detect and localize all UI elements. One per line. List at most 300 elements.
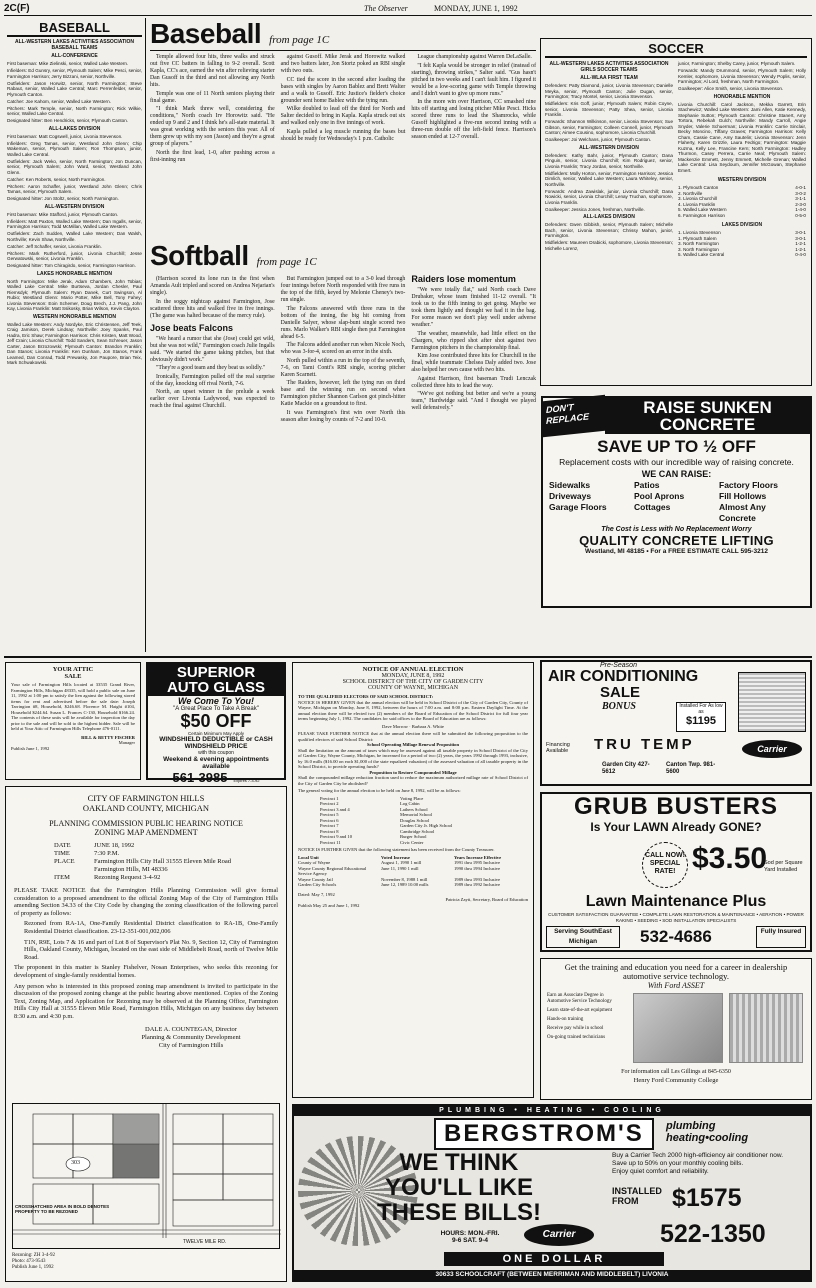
farm-title: PLANNING COMMISSION PUBLIC HEARING NOTICE: [49, 819, 243, 828]
ac-carrier-logo: Carrier: [742, 740, 802, 758]
standings-record: 1-2-1: [795, 241, 806, 246]
concrete-top2: REPLACE: [546, 411, 590, 426]
grub-lm: Lawn Maintenance Plus: [585, 893, 767, 910]
ac-unit-icon: [738, 672, 806, 732]
grub-title: GRUB BUSTERS: [573, 793, 778, 820]
baseball-section-item: Designated hitter: Tom Chiragirdo, senior, Farmington Harrison.: [7, 263, 136, 268]
softball-col-3: [411, 276, 536, 425]
baseball-section-item: First baseman: Mike Stafford, junior, Plymouth Canton.: [7, 211, 119, 217]
precinct-place: Log Cabin: [400, 801, 420, 806]
article-paragraph: North the first lead, 1-0, after pushing across a first-inning run: [150, 149, 275, 163]
farm-footer2: Photo: 473-9543: [12, 1259, 46, 1264]
concrete-save: SAVE UP TO ½ OFF: [597, 437, 756, 456]
baseball-section-head: ALL-CONFERENCE: [51, 53, 98, 59]
standings-record: 0-4-0: [795, 252, 806, 257]
concrete-brand-concrete: CONCRETE: [659, 415, 756, 434]
soccer-west-standings: [678, 185, 806, 218]
softball-col-1: [150, 276, 275, 425]
baseball-section-item: Pitchers: Aaron Schaffer, junior, Westland John Glenn; Chris Tamas, senior, Plymouth Salem.: [7, 183, 142, 194]
baseball-box-subtitle: ALL-WESTERN LAKES ACTIVITIES ASSOCIATION BASEBALL TEAMS: [15, 39, 134, 51]
zoning-map-svg: [13, 1104, 281, 1250]
concrete-sub: Replacement costs with our incredible way of raising concrete.: [559, 457, 794, 467]
precinct-place: Civic Center: [400, 839, 424, 845]
standings-team: 3. Livonia Churchill: [678, 196, 717, 201]
berg-inst: INSTALLED FROM: [612, 1186, 662, 1206]
soccer-section-item: Defenders: Patty Diamond, junior, Livonia Stevenson; Danielle Meyka, senior, Plymouth Canton; Julie Dugan, senior, Farmington; Tracy Montel, senior, Livonia Stevenson.: [545, 83, 673, 99]
concrete-brand-raise: RAISE: [643, 398, 696, 417]
baseball-section-item: Outfielders: Jason Horwitz, senior, North Farmington; Steve Rabaut, senior, Walled Lake Central; Marc Perrenfelder, senior, Plymouth Canton.: [7, 80, 142, 97]
soccer-box-subtitle: ALL-WESTERN LAKES ACTIVITIES ASSOCIATION GIRLS SOCCER TEAMS: [549, 61, 669, 73]
precinct-name: Precinct 7: [320, 823, 339, 828]
baseball-section-item: Infielders: Greg Tamas, senior, Westland John Glenn; Chip Wakeman, senior, Plymouth Salem; Ron Thompson, junior, Walled Lake Central.: [7, 140, 142, 157]
standings-team: 3. North Farmington: [678, 246, 719, 252]
article-paragraph: Wilke doubled to lead off the third for North and Salter decided to bring in Kapla. Kapla struck out six and walked only one in five innings of work.: [280, 106, 406, 126]
concrete-brand: [605, 398, 810, 434]
masthead: [4, 2, 812, 16]
concrete-item: Cottages: [634, 502, 671, 512]
farm-schedule-row: [54, 842, 278, 850]
ford-info: For information call Les Gillings at 845-6350: [621, 1069, 731, 1075]
ford-college: Henry Ford Community College: [633, 1077, 719, 1084]
ac-financing: Financing Available: [546, 742, 570, 754]
elec-prop-title: School Operating Millage Renewal Proposition: [366, 742, 460, 747]
berg-price: $1575: [672, 1184, 742, 1212]
baseball-section-item: First baseman: Mike Zielinski, senior, Walled Lake Western.: [7, 61, 129, 66]
precinct-name: Precinct 1: [320, 795, 339, 801]
baseball-section-head: LAKES HONORABLE MENTION: [37, 270, 112, 277]
standings-team: 4. Livonia Franklin: [678, 201, 716, 207]
article-paragraph: Kapla pulled a leg muscle running the bases but should be ready for Wednesday's 1 p.m. Catholic: [280, 128, 406, 142]
ac-garden-city: Garden City 427-5612: [602, 762, 650, 775]
standings-team: 1. Livonia Stevenson: [678, 230, 721, 235]
standings-record: 4-0-1: [795, 185, 806, 190]
soccer-box: [540, 38, 812, 386]
concrete-ad: [541, 396, 812, 608]
farm-schedule-label: DATE: [54, 842, 71, 849]
berg-addr: 30633 SCHOOLCRAFT (BETWEEN MERRIMAN AND MIDDLEBELT) LIVONIA: [294, 1270, 810, 1280]
elec-date: MONDAY, JUNE 8, 1992: [381, 673, 445, 679]
precinct-place: Douglas School: [400, 817, 430, 823]
ford-car-image: [633, 993, 723, 1063]
baseball-section-item: Designated hitter: Jon Stoltz, senior, North Farmington.: [7, 196, 119, 201]
article-paragraph: "I felt Kapla would be stronger in relief (instead of starting), throwing strikes," Salter said. "Gus hasn't pitched in two weeks and I can't fault him. I figured it would be a low-scoring game with Temple throwing and I didn't want to give up more runs.": [411, 62, 537, 97]
article-paragraph: Ironically, Farmington pulled off the real surprise of the day, knocking off rival North, 7-6.: [150, 373, 275, 387]
standings-team: 5. Walled Lake Western: [678, 207, 727, 212]
ac-bonus: BONUS: [602, 701, 636, 712]
baseball-section-item: Catcher: Jeff Schaffer, senior, Livonia Franklin.: [7, 243, 102, 249]
soccer-left-sections: [545, 75, 673, 251]
baseball-col-3: [411, 54, 536, 165]
baseball-section-item: Designated hitter: Ben Hendricks, senior, Plymouth Canton.: [7, 118, 129, 123]
baseball-section-item: Outfielders: Jack Weko, senior, North Farmington; Jon Duncan, senior, Plymouth Salem; John Ward, senior, Westland John Glenn.: [7, 158, 142, 175]
soccer-section-item: Midfielders: Kris Goff, junior, Plymouth Salem; Robin Coyne, senior, Livonia Stevenson; Patty Shea, senior, Livonia Franklin.: [545, 101, 673, 117]
map-road-label: TWELVE MILE RD.: [183, 1239, 227, 1245]
soccer-section-item: Goalkeeper: Jessica Jones, freshman, Northville.: [545, 206, 645, 212]
farm-body4: The proponent in this matter is Stanley Fishelver, Nosan Enterprises, who seeks this rezoning for development of single-family residential homes.: [14, 964, 278, 979]
zoning-map: [12, 1103, 280, 1249]
elec-prop2: Shall the compounded millage reduction fraction used to reduce the maximum authorized millage rate of School District of the City of Garden City be abolished?: [298, 775, 528, 786]
article-paragraph: It was Farmington's first win over North this season after losing by counts of 7-2 and 10-0.: [280, 409, 406, 423]
glass-come: We Come To You!: [177, 696, 254, 706]
concrete-item: Almost Any Concrete: [719, 502, 766, 523]
baseball-box-title: BASEBALL: [7, 20, 142, 37]
article-paragraph: "They're a good team and they beat us solidly.": [156, 365, 266, 371]
ac-price: $1195: [686, 715, 716, 727]
baseball-article: [150, 18, 536, 242]
standings-record: 1-2-1: [795, 246, 806, 252]
berg-think3: THESE BILLS!: [376, 1199, 541, 1226]
standings-record: 1-4-0: [795, 207, 806, 212]
concrete-item: Fill Hollows: [719, 491, 767, 501]
attic-title: YOUR ATTIC SALE: [52, 666, 94, 680]
soccer-section-item: Midfielders: Maureen Drabicki, sophomore, Livonia Stevenson; Michelle Lorenz,: [545, 240, 673, 251]
masthead-rule: [4, 15, 812, 16]
section-rule: [4, 656, 812, 658]
softball-article: [150, 240, 536, 650]
baseball-box-sections: [7, 53, 142, 366]
grub-sq: Sod per Square Yard Installed: [764, 860, 803, 873]
article-paragraph: Temple allowed four hits, three walks and struck out five CC batters in falling to 9-2 overall. Scott Kapla, CC's ace, earned the win after relieving starter Dan Gusoff in the third and not allowing any North hits.: [150, 54, 275, 88]
baseball-section-item: First baseman: Matt Cogswell, junior, Livonia Stevenson.: [7, 133, 123, 139]
ford-item: Receive pay while in school: [547, 1026, 604, 1031]
soccer-hm-text: Livonia Churchill: Carol Jackson, Mekka Garrett, Erin Stachewicz; Walled Lake Western: Jami Allen, Katie Kennedy, Stephanie Sutton; Plymouth Canton: Christine Stanert, Amy Tortora, Rebekah Gulch; Northville: Mandy Carroll, Angie Snyder, Valerie Schuerman; Livonia Franklin: Carrie Sinclair, Becky Moncino, Tiffany Graves; Farmington Harrison: Kelly Cham, Cassie Cane, Amy Sautelin; Livonia Stevenson: Jenn Flaherty, Karen Grizzle, Laura Fedrigo; Farmington: Maggie Kuzma, Kelly Lee, Francine Kern; North Farmington: Hadley Thurmon, Casey Perrera, Carrie Neal; Plymouth Salem: Mackenzie Emmett, Jenny Emmett, Michelle Grenan; Walled Lake Central: Lisa Seydoum, Jennifer McGowan, Stephanie Emert.: [678, 101, 806, 173]
concrete-addr: Westland, MI 48185 • For a FREE ESTIMATE CALL 595-3212: [585, 548, 768, 555]
tax-cell: County of Wayne: [298, 860, 331, 865]
concrete-can: WE CAN RAISE:: [641, 469, 712, 479]
issue-date: MONDAY, JUNE 1, 1992: [434, 4, 518, 13]
glass-cert: Certain Minimum May Apply: [187, 731, 245, 736]
article-paragraph: The Falcons added another run when Nicole Noch, who was 3-for-4, scored on an error in the sixth.: [280, 342, 406, 355]
standings-record: 3-0-1: [795, 230, 806, 235]
tax-cell: 1989 thru 1992 Inclusive: [454, 882, 501, 887]
glass-ded: WINDSHIELD DEDUCTIBLE or CASH WINDSHIELD PRICE: [159, 736, 273, 750]
farmington-notice: [5, 786, 287, 1282]
ac-title: AIR CONDITIONING: [548, 668, 699, 685]
article-paragraph: CC tied the score in the second after loading the bases with singles by Aaron Bablez and Brett Walter and a walk to Gusoff. Eric Justice's fielder's choice grounder sent home Bablez with the tying run.: [280, 76, 406, 104]
farm-county: OAKLAND COUNTY, MICHIGAN: [82, 803, 210, 813]
article-paragraph: But Farmington jumped out to a 3-0 lead through four innings before North responded with five runs in the top of the fifth, keyed by Melonie Cheney's two-run single.: [280, 276, 406, 303]
article-paragraph: "We've got nothing but better and we're a young team," Hardwidge said. "And I thought we played well defensively.": [411, 391, 537, 411]
standings-record: 0-5-0: [795, 212, 806, 218]
tax-cell: June 11, 1990 1 mill: [381, 865, 419, 871]
berg-bullets: [612, 1152, 808, 1176]
attic-sig2: Manager: [118, 740, 135, 745]
berg-bullet3: Enjoy quiet comfort and reliability.: [612, 1168, 709, 1175]
farm-schedule-label: ITEM: [54, 874, 70, 881]
soccer-section-item: Defenders: Kathy Bahr, junior, Plymouth Canton; Dana Pinguin, senior, Livonia Churchill; Kim Rodriguez, senior, Livonia Franklin; Tracy Jordan, senior, Northville.: [545, 152, 673, 169]
concrete-item: Pool Aprons: [634, 491, 685, 501]
softball-jump: from page 1C: [256, 256, 317, 268]
article-paragraph: North pulled within a run in the top of the seventh, 7-6, on Tami Conti's RBI single, scoring pitcher Karen Scarnett.: [280, 357, 406, 378]
elec-precincts: [298, 796, 528, 846]
glass-weekend: Weekend & evening appointments available: [163, 756, 269, 770]
soccer-section-item: Defenders: Gwen Gibbish, senior, Plymouth Salem; Michelle Bach, senior, Livonia Stevenson; Chrissy Mahon, junior, Farmington.: [545, 222, 673, 238]
elec-county: COUNTY OF WAYNE, MICHIGAN: [367, 685, 459, 691]
softball-headline: Softball: [150, 240, 249, 271]
berg-bullet2: Save up to 50% on your monthly cooling bills.: [612, 1160, 744, 1167]
attic-body: Your sale of Farmington Hills located at 33535 Grand River, Farmington Hills, Michigan 48335, will hold a public sale on June 11, 1992 at 1:00 pm to satisfy the lien against the following stored items for rent and advertised before the sale date: Joseph Tarrington #8, Household, $246.68. Florence M. Haight #104, Household $244.64. Susan L. Frances C-130, Household $166.24. The contents of these units will be available for inspection the day prior to the sale and will be sold to the highest bidder. Sale will be held at Your Attic of Farmington Hills Telephone 476-0111.: [11, 682, 135, 731]
article-paragraph: The Falcons answered with three runs in the bottom of the inning, the big hit coming from Danielle Salyer, whose slap-bunt single scored two runs. Marlo Walker's RBI single then put Farmington ahead 6-5.: [280, 305, 406, 340]
soccer-section-head: ALL-WLAA FIRST TEAM: [580, 75, 638, 81]
soccer-section-head: ALL-LAKES DIVISION: [583, 214, 635, 220]
concrete-item: Factory Floors: [719, 480, 779, 490]
concrete-top1: DON'T: [546, 402, 574, 415]
precinct-place: Voting Place: [400, 795, 424, 801]
article-paragraph: Kim Jose contributed three hits for Churchill in the final, while teammate Chelsea Daly added two. Jose also helped her own cause with two hits.: [411, 353, 537, 373]
berg-dollar: ONE DOLLAR: [444, 1252, 664, 1266]
soccer-section-item: Goalkeeper: Joi Welchans, junior, Plymouth Canton.: [545, 137, 652, 142]
elec-secretary: Patricia Zayti, Secretary, Board of Education: [445, 897, 528, 902]
article-paragraph: League championship against Warren DeLaSalle.: [417, 54, 532, 60]
article-paragraph: "We heard a rumor that she (Jose) could get wild, but she was not wild," Farmington coach Julie Ingalls said. "We started the game taking pitches, but that obviously didn't work.": [150, 335, 275, 363]
precinct-name: Precinct 6: [320, 817, 339, 823]
precinct-name: Precinct 5: [320, 812, 339, 817]
tax-cell: November 8, 1988 1 mill: [381, 876, 428, 882]
glass-expires: Expires 7-4-92: [233, 778, 260, 783]
precinct-name: Precinct 2: [320, 801, 339, 806]
baseball-section-item: Catcher: Joe Kahom, senior, Walled Lake Western.: [7, 98, 111, 104]
berg-think2: YOU'LL LIKE: [385, 1174, 533, 1201]
farm-schedule-value: JUNE 18, 1992: [94, 842, 135, 849]
tax-cell: 1991 thru 1995 Inclusive: [454, 860, 501, 865]
berg-kind1: plumbing: [666, 1120, 716, 1132]
grub-busters-ad: [540, 792, 812, 952]
page-number: 2C(F): [4, 3, 30, 14]
grub-insured: Fully Insured: [756, 926, 806, 948]
baseball-section-item: North Farmington: Mike Jerak, Adam Chambers, John Tobias; Walled Lake Central: Mike Burtseva, Jordan Chesler, Paul Riemsdyk; Plymouth Salem: Ryan Danek, Curt Swingson, Al Rubio; Westland Glenn: Mario Potter, Mike Bell, Tony Fahey; Livonia Stevenson: Eoin Schemer, Doug Brech, J.J. Pang, John Kay, Livonia Franklin: Matt Ssikosky, Brian Wilson, Kevin Clayton.: [7, 278, 142, 311]
grub-services: CUSTOMER SATISFACTION GUARANTEE • COMPLETE LAWN RESTORATION & MAINTENANCE • AERATION • POWER RAKING • SEEDING • SOD INSTALLATION SPECIALISTS: [548, 912, 804, 923]
soccer-section-item: Midfielders: Molly Horton, senior, Farmington Harrison; Jessica Dimlich, senior, Walled Lake Western; Laura Whiteley, senior, Northville.: [545, 170, 673, 187]
berg-carrier-logo: Carrier: [524, 1224, 594, 1246]
soccer-hm-head: HONORABLE MENTION: [713, 93, 771, 100]
farm-body5: Any person who is interested in this proposed zoning map amendment is invited to participate in the discussion of the proposed zoning change at the public hearing above mentioned. Copies of the Zoning Text, Zoning Map, and Application for Rezoning may be observed at the Planning Office, Farmington Hills City Hall at 31555 Eleven Mile Road, Farmington Hills, Michigan on any business day between 8:30 a.m. and 4:30 p.m.: [14, 982, 278, 1020]
article-paragraph: against Gusoff. Mike Jerak and Horowitz walked and two batters later, Jon Stortz poked an RBI single with two outs.: [280, 54, 406, 74]
tax-cell: Local Unit: [298, 854, 319, 860]
berg-name: BERGSTROM'S: [434, 1118, 654, 1150]
tax-row: [298, 866, 528, 877]
farm-schedule-value: 7:30 P.M.: [94, 850, 120, 857]
soccer-section-item: Forwards: Andrea Zawislak, junior, Livonia Churchill; Dana Nowicki, senior, Livonia Churchill; Lenay Truchan, sophomore, Livonia Franklin.: [545, 188, 673, 205]
soccer-right-item: junior, Farmington; Shelby Carey, junior, Plymouth Salem.: [678, 61, 796, 66]
election-notice: [292, 662, 534, 1098]
glass-brand-1: SUPERIOR: [176, 664, 256, 681]
soccer-section-item: Forwards: Shannon Wilkinson, senior, Livonia Stevenson; Sue Gibson, senior, Farmington; Colleen Connell, junior, Plymouth Canton; Aimee Cousino, sophomore, Livonia Churchill.: [545, 119, 673, 135]
baseball-section-item: Walled Lake Western: Andy Nordyke, Eric Christensen, Jeff Teek, Craig Jamison, Derek Lindsay; Northville: Joey Spanks, Paul Hadra, Eric Shaw; Farmington Harrison: Chris Kristen, Matt Wood, Jeff Crain; Livonia Churchill: Todd Sanders, Sean Schreuer, Jason Carter, Jason Brzozowski; Plymouth Canton: Brandon Franklin; Dan Stanos; Livonia Franklin: Ken Dunham, Jon Stanos, Frank Leamed, Dan Conrad, Todd Prewasky, Jon Paupore, Brian Teix, Mark Schwakowski.: [7, 321, 142, 365]
auto-glass-ad: [146, 662, 286, 785]
farm-schedule-label: PLACE: [54, 858, 75, 865]
concrete-brand-sunken: SUNKEN: [699, 398, 772, 417]
berg-think1: WE THINK: [399, 1149, 519, 1176]
paper-name: The Observer: [364, 4, 408, 13]
farm-schedule-value: Rezoning Request 3-4-92: [94, 874, 161, 881]
berg-think: [364, 1150, 554, 1225]
ford-item: Hands-on training: [547, 1017, 584, 1022]
article-paragraph: North, an upset winner in the prelude a week earlier over Livonia Ladywood, was expected to reach the final against Churchill.: [150, 389, 275, 409]
tax-row: [298, 882, 528, 888]
farm-city: CITY OF FARMINGTON HILLS: [87, 793, 205, 803]
standings-team: 3. North Farmington: [678, 241, 719, 246]
softball-subhead-raiders: Raiders lose momentum: [411, 274, 516, 284]
ac-brand: TRU TEMP: [594, 736, 695, 753]
concrete-dont-replace: [543, 395, 605, 438]
article-paragraph: The Raiders, however, left the tying run on third base and the winning run on second when Farmington pitcher Shannon Carlson got pinch-hitter Katie Mackie on a groundout to first.: [280, 380, 406, 407]
elec-prop2-title: Proposition to Restore Compounded Millage: [369, 769, 457, 775]
soccer-right-item: Goalkeeper: Alice Smith, senior, Livonia Stevenson.: [678, 86, 784, 91]
standings-row: [678, 252, 806, 258]
elec-district: SCHOOL DISTRICT OF THE CITY OF GARDEN CITY: [342, 679, 484, 685]
ford-item: On-going trained technicians: [547, 1035, 606, 1040]
baseball-section-head: ALL-LAKES DIVISION: [48, 125, 101, 132]
concrete-item: Driveways: [549, 491, 592, 501]
baseball-col-2: [281, 54, 406, 165]
standings-team: 5. Walled Lake Central: [678, 252, 725, 257]
tax-cell: Years Increase Effective: [454, 854, 502, 860]
rezoned-parcel: [113, 1114, 159, 1178]
glass-brand-2: AUTO GLASS: [166, 679, 266, 696]
glass-coupon: with this coupon: [198, 750, 234, 756]
precinct-place: Garden City Jr. High School: [400, 823, 453, 828]
baseball-section-item: Infielders: Ed Gunsry, senior, Plymouth Salem; Mike Pesci, senior, Farmington Harrison; Jerry Bizzani, senior, Northville.: [7, 68, 142, 79]
elec-title: NOTICE OF ANNUAL ELECTION: [362, 666, 464, 673]
attic-sale-notice: [5, 662, 141, 780]
glass-break: "A Great Place To Take A Break": [173, 706, 259, 712]
baseball-section-head: ALL-WESTERN DIVISION: [44, 203, 105, 210]
grub-phone: 532-4686: [640, 927, 712, 946]
grub-call-badge: CALL NOW! SPECIAL RATE!: [642, 842, 688, 888]
attic-pub: Publish June 1, 1992: [11, 745, 50, 751]
farm-schedule-row: [54, 874, 278, 882]
standings-record: 3-1-1: [795, 196, 806, 201]
precinct-row: [320, 840, 528, 846]
precinct-place: Memorial School: [400, 812, 433, 817]
ford-items: [547, 993, 627, 1044]
map-lot-label: 303: [71, 1160, 80, 1166]
baseball-col-1: [150, 54, 275, 165]
grub-sub: Is Your LAWN Already GONE?: [590, 820, 762, 834]
farm-body2: Rezoned from RA-1A, One-Family Residential District classification to RA-1B, One-Family Residential District classification. 23-12-351-001,002,006: [24, 920, 278, 935]
farm-body3: T1N, R9E, Lots 7 & 16 and part of Lot 8 of Supervisor's Plat No. 9, Section 12, City of Farmington Hills, Oakland County, Michigan, located on the east side of Middlebelt Road, north of Twelve Mile Road.: [24, 938, 278, 961]
tax-cell: Voted Increase: [381, 854, 410, 860]
attic-sig: BILL & BETTY FISCHER: [81, 734, 135, 740]
farm-sig3: City of Farmington Hills: [158, 1041, 224, 1049]
bergstroms-ad: [292, 1104, 812, 1282]
farm-body: PLEASE TAKE NOTICE that the Farmington Hills Planning Commission will give formal consideration to a proposed amendment to the official Zoning Map of the City of Farmington Hills amending Section 34.33 of the City Code by changing the zoning classification of the following parcel of property as follows:: [14, 887, 278, 917]
ford-asset-ad: [540, 958, 812, 1100]
article-paragraph: In the more win over Harrison, CC smashed nine hits off starting and losing pitcher Mike Pesci. Hicks scored three runs to lead the Shamrocks, while Gusoff highlighted a five-run second inning with a three-run double off the left-field fence. Harrison's season ended at 12-7 overall.: [411, 99, 537, 140]
air-conditioning-ad: [540, 660, 812, 786]
farm-schedule-row: [54, 850, 278, 858]
soccer-section-head: ALL-WESTERN DIVISION: [579, 144, 639, 151]
article-paragraph: "We were totally flat," said North coach Dave Drubaker, whose team finished 11-12 overall. "It took us to the fifth inning to get going. Maybe we took them lightly and thought we had it in the bag. For some reason we don't play well under adverse weather.": [411, 287, 537, 328]
soccer-lakes-standings: [678, 230, 806, 258]
farm-schedule-value: Farmington Hills City Hall 31555 Eleven Mile Road Farmington Hills, MI 48336: [94, 858, 232, 873]
tax-cell: 1989 thru 1993 Inclusive: [454, 876, 501, 882]
standings-team: 6. Farmington Harrison: [678, 212, 725, 218]
glass-off: $50 OFF: [180, 711, 252, 731]
article-paragraph: (Harrison scored its lone run in the first when Amanda Ault tripled and scored on Andrea Nejarian's single).: [150, 276, 275, 296]
tax-cell: Garden City Schools: [298, 882, 337, 887]
farm-schedule-label: TIME: [54, 850, 70, 857]
concrete-item: Garage Floors: [549, 502, 607, 512]
concrete-cost: The Cost is Less with No Replacement Worry: [601, 526, 752, 533]
elec-body2: PLEASE TAKE FURTHER NOTICE that at the annual election there will be submitted the following proposition to the qualified electors of said School District:: [298, 731, 528, 742]
soccer-west-head: WESTERN DIVISION: [717, 177, 767, 183]
ac-canton: Canton Twp. 981-5600: [666, 762, 716, 775]
baseball-section-item: Pitchers: Mark Rutherford, junior, Livonia Churchill; Jesse Gerwatowski, senior, Livonia Franklin.: [7, 250, 142, 261]
elec-places-title: The general voting for the annual election to be held on June 8, 1992, will be as follows:: [298, 788, 461, 793]
soccer-right-item: Forwards: Mandy Drummond, senior, Plymouth Salem; Holly Kemler, sophomore, Livonia Stevenson; Wendy Poplis, senior, Farmington; Al Lord, freshman, North Farmington.: [678, 68, 806, 84]
standings-record: 2-3-0: [795, 201, 806, 207]
concrete-item: Patios: [634, 480, 660, 490]
ford-with: With Ford ASSET: [647, 981, 705, 990]
standings-row: [678, 213, 806, 219]
precinct-name: Precinct 8: [320, 828, 339, 834]
elec-body1: NOTICE IS HEREBY GIVEN that the annual election will be held in School District of the City of Garden City, County of Wayne, Michigan on Monday, June 8, 1992, between the hours of 7:00 a.m. and 8:00 p.m. Eastern Daylight Time. At the annual election there will be elected two (2) members of the Board of Education of the School District for full four year terms beginning July 1, 1992. The candidates for said offices to the Board of Education are as follows:: [298, 699, 528, 721]
precinct-place: Lathers School: [400, 806, 428, 812]
berg-kind2: heating•cooling: [666, 1132, 749, 1144]
soccer-lakes-head: LAKES DIVISION: [721, 222, 763, 228]
farm-sig2: Planning & Community Development: [141, 1033, 241, 1041]
concrete-name: QUALITY CONCRETE LIFTING: [579, 533, 774, 548]
baseball-section-item: Catcher: Ken Roberts, senior, North Farmington.: [7, 176, 106, 182]
ford-head: Get the training and education you need for a career in dealership automotive service technology.: [564, 962, 788, 981]
standings-record: 3-0-1: [795, 235, 806, 241]
elec-pub: Publish May 25 and June 1, 1992: [298, 902, 360, 908]
glass-brand: [148, 664, 284, 696]
farm-schedule-row: [54, 858, 278, 874]
ac-price-box: [676, 702, 726, 732]
article-paragraph: "I think Mark threw well, considering the conditions," North coach Irv Horowitz said. "He ended up 9 and 2 and I think he's all-state material. It was great working with the seniors this year. All of them grew up with my son (Jason) and they're a great group of players.": [150, 106, 275, 147]
baseball-section-head: WESTERN HONORABLE MENTION: [32, 313, 117, 320]
tax-cell: June 12, 1989 10.00 mills: [381, 882, 429, 887]
elec-tax-table: [298, 855, 528, 888]
berg-bullet1: Buy a Carrier Tech 2000 high-efficiency air conditioner now.: [612, 1152, 784, 1159]
baseball-box: [4, 18, 146, 652]
article-paragraph: In the soggy nightcap against Farmington, Jose scattered three hits and walked five in five innings. (The game was halted because of the mercy rule).: [150, 298, 275, 319]
elec-limit-title: NOTICE IS FURTHER GIVEN that the following statement has been received from the County Treasurer.: [298, 847, 495, 852]
ac-installed: Installed For As low as: [679, 703, 723, 715]
concrete-item: Sidewalks: [549, 480, 591, 490]
article-paragraph: Against Harrison, first baseman Trudi Lenczak collected three hits to lead the way.: [411, 375, 537, 389]
baseball-section-item: Infielders: Matt Paxton, Walled Lake Western; Dan Ingalls, senior, Farmington Harrison; Todd McMillan, Walled Lake Western.: [7, 218, 142, 229]
farm-footer3: Publish June 1, 1992: [12, 1265, 54, 1270]
precinct-name: Precinct 11: [320, 839, 341, 845]
standings-team: 2. Northville: [678, 190, 703, 196]
precinct-place: Cambridge School: [400, 828, 435, 834]
baseball-jump: from page 1C: [269, 34, 330, 46]
glass-phone: 561-3985: [172, 770, 228, 785]
elec-to: TO THE QUALIFIED ELECTORS OF SAID SCHOOL DISTRICT:: [298, 694, 434, 699]
tax-cell: August 1, 1990 1 mill: [381, 860, 422, 865]
concrete-items: [543, 479, 810, 525]
article-paragraph: Temple was one of 11 North seniors playing their final game.: [150, 90, 275, 104]
elec-prop: Shall the limitation on the amount of taxes which may be assessed against all taxable property in School District of the City of Garden City, Wayne County, Michigan, be increased for a period of two (2) years, the years 1992 through 1993, inclusive, by 16.0 mills ($16.00 on each $1,000 of the state equalized valuation) of the assessed valuation of all taxable property in the School District, to provide operating funds?: [298, 747, 528, 769]
standings-team: 1. Plymouth Canton: [678, 185, 719, 190]
soccer-box-title: SOCCER: [545, 41, 807, 58]
baseball-section-item: Outfielders: Zach Sudden, Walled Lake Western; Dan Walsh, Northville; Kevin Shaw, Northville.: [7, 231, 142, 242]
tax-cell: 1990 thru 1994 Inclusive: [454, 865, 501, 871]
article-paragraph: The weather, meanwhile, had little effect on the Chargers, who ripped shot after shot against two Farmington pitchers in the championship final.: [411, 330, 537, 351]
elec-candidates: Dave Morrow · Barbara A. White: [382, 723, 444, 729]
ac-sale: SALE: [600, 684, 641, 701]
tax-cell: Wayne County Regional Educational Service Agency: [298, 865, 367, 876]
farm-schedule: [54, 842, 278, 882]
softball-subhead-falcons: Jose beats Falcons: [150, 322, 234, 333]
standings-record: 3-0-2: [795, 190, 806, 196]
standings-team: 1. Plymouth Salem: [678, 235, 717, 241]
precinct-name: Precinct 3 and 4: [320, 806, 350, 812]
farm-sub: ZONING MAP AMENDMENT: [94, 828, 198, 837]
